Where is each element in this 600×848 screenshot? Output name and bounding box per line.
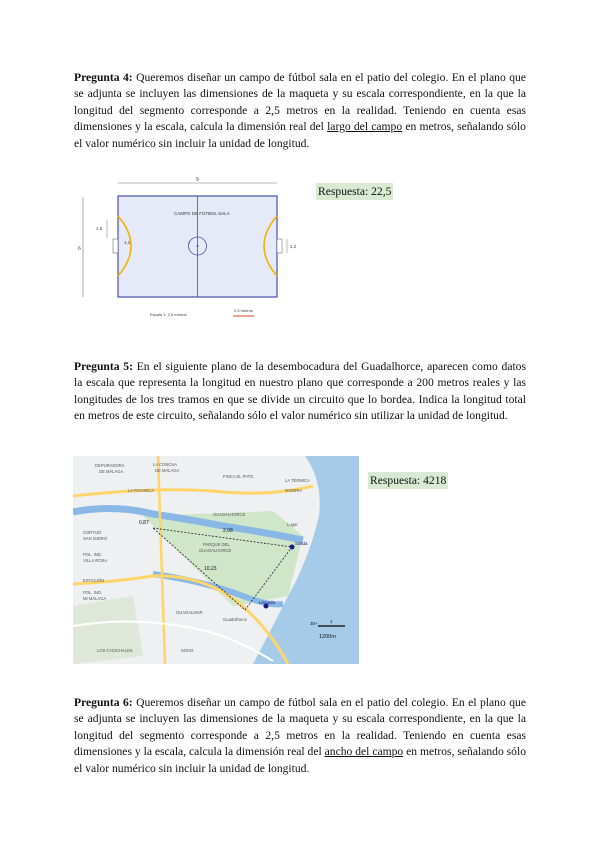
left-box-height-label: 1,5	[96, 226, 103, 231]
field-scale-text: Escala 1: 2,5 metros	[150, 312, 187, 317]
map-label-g: LA PACHECA	[128, 488, 154, 493]
question-4-text-end: en metros, señalando sólo el valor numérico sin incluir la unidad de longitud.	[74, 120, 526, 150]
question-6-underlined: ancho del campo	[324, 745, 404, 759]
field-title: CAMPO DE FÚTBOL SALA	[174, 211, 230, 216]
right-goal-box	[277, 239, 282, 253]
field-width-label: 9	[196, 177, 199, 183]
map-label-i: GUADALHORCE	[213, 512, 246, 517]
segment-label-2: 2,08	[223, 528, 233, 534]
map-scale-value: 1200m	[319, 634, 336, 640]
map-label-v: ESTACIÓN	[83, 578, 105, 583]
question-4-text: Queremos diseñar un campo de fútbol sala en el patio del colegio. En el plano que se adjunta se incluyen las dimensiones de la maqueta y su escala correspondiente, en la que la longitud del segmento corresponde a 2,5 metros en la realidad. Teniendo en cuenta esas dimensiones y la escala, calcula la dimensión real del	[74, 71, 526, 134]
map-label-j: CORTIJO	[83, 530, 102, 535]
question-5-label: Pregunta 5:	[74, 360, 133, 373]
map-label-b: DE MÁLAGA	[99, 469, 124, 474]
question-4-label: Pregunta 4:	[74, 71, 133, 84]
map-label-w: SOHO	[181, 648, 194, 653]
map-scale-prefix: 30+	[310, 621, 318, 626]
map-label-u: Lugar	[287, 522, 298, 527]
question-5	[74, 359, 526, 425]
map-label-t: Guadalhorce	[223, 617, 247, 622]
map-label-p: POL. IND.	[83, 590, 103, 595]
field-height-label: 6	[78, 246, 81, 252]
map-label-h: MISERIA	[285, 488, 303, 493]
question-5-text: En el siguiente plano de la desembocadura del Guadalhorce, aparecen como datos la escala que representa la longitud en nuestro plano que corresponde a 200 metros reales y las longitudes de los tres tramos en que se divide un circuito que lo bordea. Indica la longitud total en metros de este circuito, señalando sólo el valor numérico sin utilizar la unidad de longitud.	[74, 360, 526, 423]
map-label-n: POL. IND.	[83, 552, 103, 557]
map-label-l: PARQUE DEL	[203, 542, 230, 547]
question-6	[74, 695, 526, 777]
map-label-d: DE MÁLAGA	[155, 468, 180, 473]
map-green-area-sw	[73, 596, 143, 664]
map-label-a: DEPURADORA	[95, 463, 125, 468]
segment-label-3: 10,23	[204, 566, 217, 572]
map-label-c: LA CONCHA	[153, 462, 178, 467]
question-6-text: Queremos diseñar un campo de fútbol sala en el patio del colegio. En el plano que se adjunta se incluyen las dimensiones de la maqueta y su escala correspondiente, en la que la longitud del segmento corresponde a 2,5 metros en la realidad. Teniendo en cuenta esas dimensiones y la escala, calcula la dimensión real del	[74, 696, 526, 759]
field-plan-diagram	[74, 172, 304, 327]
scale-segment-label: 2,5 metros	[234, 308, 253, 313]
map-label-o: VILLA ROSA	[83, 558, 108, 563]
finish-point-label: Llegada	[259, 600, 276, 605]
segment-label-1: 0,87	[139, 520, 149, 526]
map-scale-number: 1	[330, 619, 333, 624]
left-goal-box	[113, 239, 118, 253]
map-label-f: LA TÉRMICA	[285, 478, 310, 483]
map-start-marker	[290, 545, 295, 550]
left-box-width-label: 1,2	[124, 240, 131, 245]
question-6-label: Pregunta 6:	[74, 696, 133, 709]
map-label-m: GUADALHORCE	[199, 548, 232, 553]
answer-4: Respuesta: 22,5	[318, 185, 392, 198]
field-center-spot	[197, 245, 199, 247]
guadalhorce-map	[73, 456, 359, 664]
circle-label: 1	[188, 240, 191, 245]
answer-5: Respuesta: 4218	[370, 474, 447, 487]
map-label-q: MI MÁLAGA	[83, 596, 107, 601]
right-box-width-label: 1,2	[290, 244, 297, 249]
start-point-label: Salida	[295, 541, 308, 546]
map-label-e: FINCA EL PATO	[223, 474, 254, 479]
question-4-underlined: largo del campo	[327, 120, 403, 134]
question-6-text-end: en metros, señalando sólo el valor numérico sin incluir la unidad de longitud.	[74, 745, 526, 775]
map-label-k: SAN ISIDRO	[83, 536, 108, 541]
map-label-r: GUADALMAR	[176, 610, 203, 615]
question-4	[74, 70, 526, 152]
map-label-s: LOS CHOCHALES	[97, 648, 133, 653]
